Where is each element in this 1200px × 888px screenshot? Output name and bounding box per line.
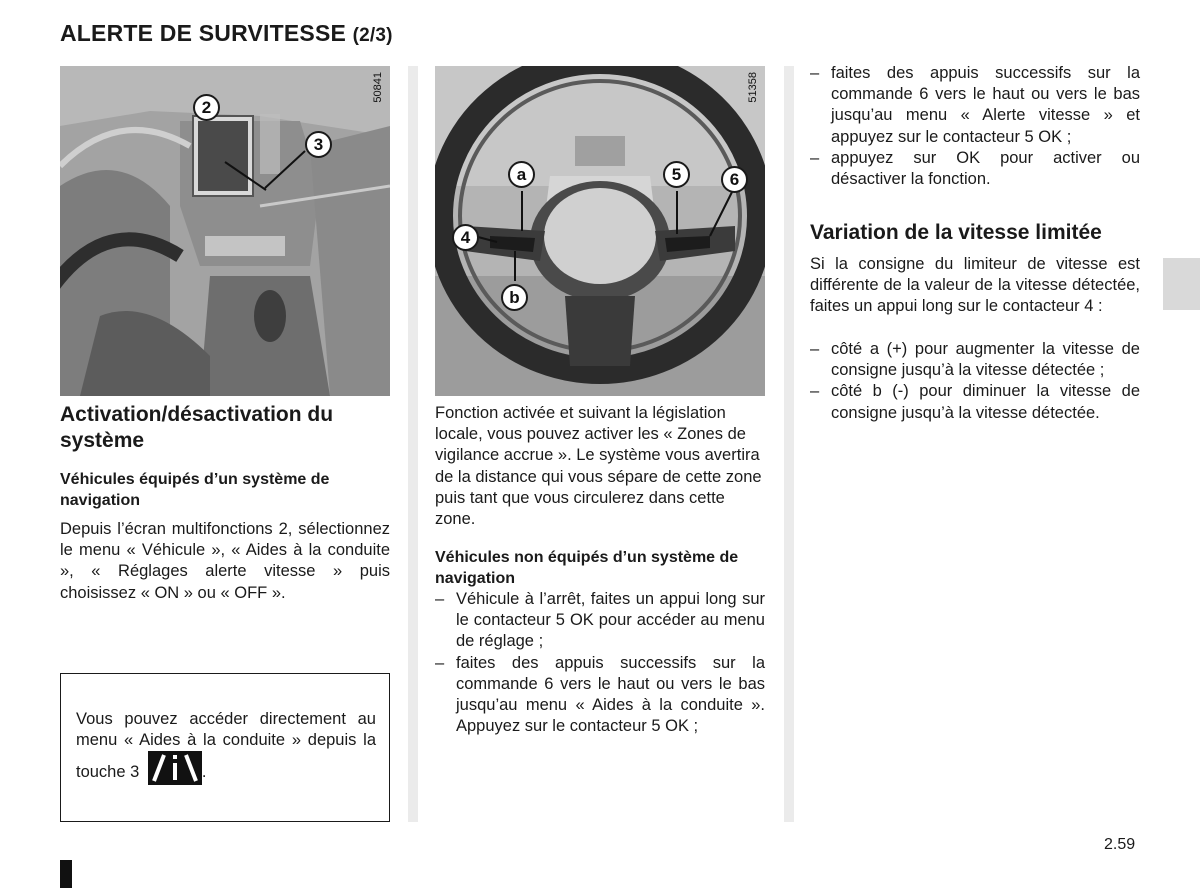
speed-adjust-list [810,339,1140,424]
list-item: – Véhicule à l’arrêt, faites un appui long sur le contacteur 5 OK pour accéder au menu de réglage ; [435,589,765,653]
steps-list-continued [810,63,1140,190]
photo-reference-left: 50841 [372,72,384,103]
callout-a: a [508,161,535,188]
note-text: Vous pouvez accéder directement au menu « Aides à la conduite » depuis la touche 3 [76,710,376,782]
title-part: (2/3) [352,25,393,46]
list-item: – appuyez sur OK pour activer ou désactiver la fonction. [810,148,1140,190]
driving-aids-icon [148,751,202,785]
paragraph-vigilance-zones: Fonction activée et suivant la législation locale, vous pouvez activer les « Zones de vigilance accrue ». Le système vous avertira de la distance qui vous sépare de cette zone puis tant que vous circulerez dans cette zone. [435,404,762,529]
callout-6: 6 [721,166,748,193]
column-gutter-1 [408,66,418,822]
subheading-navigation: Véhicules équipés d’un système de navigation [60,471,330,509]
steering-wheel-photo [435,66,765,396]
callout-5: 5 [663,161,690,188]
section-heading-speed-variation: Variation de la vitesse limitée [810,221,1102,244]
dashboard-photo [60,66,390,396]
section-heading-activation: Activation/désactivation du système [60,403,334,452]
column-gutter-2 [784,66,794,822]
chapter-tab [1163,258,1200,310]
photo-reference-mid: 51358 [747,72,759,103]
paragraph-navigation: Depuis l’écran multifonctions 2, sélectionnez le menu « Véhicule », « Aides à la conduite », « Réglages alerte vitesse » puis choisissez « ON » ou « OFF ». [60,520,390,602]
list-item: – côté b (-) pour diminuer la vitesse de consigne jusqu’à la vitesse détectée. [810,381,1140,423]
paragraph-speed-variation: Si la consigne du limiteur de vitesse est différente de la valeur de la vitesse détectée, faites un appui long sur le contacteur 4 : [810,255,1140,316]
edge-marker [60,860,72,888]
callout-b: b [501,284,528,311]
subheading-no-navigation: Véhicules non équipés d’un système de navigation [435,549,739,587]
callout-4: 4 [452,224,479,251]
list-item: – faites des appuis successifs sur la commande 6 vers le haut ou vers le bas jusqu’au menu « Aides à la conduite ». Appuyez sur le contacteur 5 OK ; [435,653,765,738]
steps-list-no-navigation [435,589,765,737]
list-item: – côté a (+) pour augmenter la vitesse de consigne jusqu’à la vitesse détectée ; [810,339,1140,381]
callout-3: 3 [305,131,332,158]
page-title [60,20,393,47]
list-item: – faites des appuis successifs sur la commande 6 vers le haut ou vers le bas jusqu’au menu « Alerte vitesse » et appuyez sur le contacteur 5 OK ; [810,63,1140,148]
page-number: 2.59 [1104,836,1136,853]
note-end: . [201,763,207,782]
callout-2: 2 [193,94,220,121]
info-note-box [60,673,390,822]
title-main: ALERTE DE SURVITESSE [60,20,347,46]
